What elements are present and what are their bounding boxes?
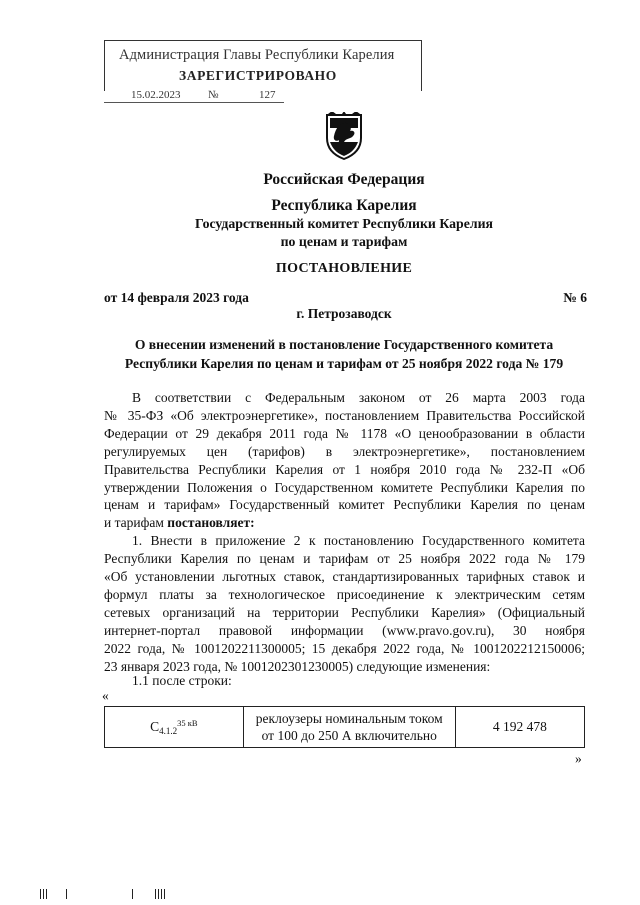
body-line: регулируемых цен (тарифов) в электроэнергетике», постановлением: [104, 443, 585, 459]
body-line: формул платы за технологическое присоединение к электрическим сетям: [104, 586, 585, 602]
description-line2: от 100 до 250 А включительно: [261, 728, 437, 743]
table-cell-value: 4 192 478: [455, 707, 584, 748]
body-line: «Об установлении льготных ставок, стандартизированных тарифных ставок и: [104, 569, 585, 585]
table-cell-description: [243, 707, 455, 748]
header-country: Российская Федерация: [263, 171, 425, 188]
body-line: Республики Карелия по ценам и тарифам от 25 ноября 2022 года № 179: [104, 551, 585, 567]
body-line: В соответствии с Федеральным законом от 26 марта 2003 года: [132, 390, 585, 405]
scan-mark: [161, 889, 162, 899]
doc-date: от 14 февраля 2023 года: [104, 290, 249, 305]
quote-close: »: [575, 751, 582, 766]
header-committee-line1: Государственный комитет Республики Карелия: [195, 216, 493, 231]
scan-mark: [155, 889, 156, 899]
stamp-registered: ЗАРЕГИСТРИРОВАНО: [179, 68, 337, 83]
code-superscript: 35 кВ: [177, 718, 198, 728]
stamp-number-label: №: [208, 89, 219, 101]
scan-mark: [158, 889, 159, 899]
stamp-authority: Администрация Главы Республики Карелия: [119, 47, 395, 63]
stamp-number: 127: [259, 89, 276, 101]
body-line: Федерации от 29 декабря 2011 года № 1178 «О ценообразовании в области: [104, 425, 585, 441]
scan-mark: [164, 889, 165, 899]
tariff-table: [104, 706, 585, 748]
body-line: № 35-ФЗ «Об электроэнергетике», постановлением Правительства Российской: [104, 407, 585, 423]
stamp-date: 15.02.2023: [131, 89, 181, 101]
stamp-underline: [104, 102, 284, 103]
doc-body: [104, 389, 585, 676]
scan-mark: [132, 889, 133, 899]
body-line: 1. Внести в приложение 2 к постановлению Государственного комитета: [132, 533, 585, 549]
table-cell-code: [105, 707, 244, 748]
sub-item: 1.1 после строки:: [132, 673, 232, 688]
doc-title: [100, 335, 588, 373]
body-line: ценам и тарифам» Государственный комитет Республики Карелия по ценам: [104, 497, 585, 513]
body-line: 2022 года, № 1001202211300005; 15 декабря 2022 года, № 1001202212150006;: [104, 640, 585, 656]
scan-mark: [43, 889, 44, 899]
coat-of-arms-karelia-icon: [324, 112, 364, 160]
header-committee-line2: по ценам и тарифам: [280, 234, 408, 249]
scan-mark: [40, 889, 41, 899]
body-line: [104, 514, 585, 532]
scan-mark: [46, 889, 47, 899]
body-text: и тарифам: [104, 515, 168, 531]
doc-title-line1: О внесении изменений в постановление Государственного комитета: [134, 337, 554, 352]
doc-type: ПОСТАНОВЛЕНИЕ: [275, 261, 413, 276]
code-base: C: [150, 719, 160, 734]
doc-number: № 6: [563, 290, 587, 305]
body-line: утверждении Положения о Государственном комитете Республики Карелия по: [104, 479, 585, 495]
table-row: [105, 707, 585, 748]
body-line: сетевых организаций на территории Республики Карелия» (Официальный: [104, 604, 585, 620]
header-republic: Республика Карелия: [271, 197, 417, 214]
scan-mark: [66, 889, 67, 899]
registration-stamp: [104, 40, 422, 91]
quote-open: «: [102, 688, 109, 703]
doc-title-line2: Республики Карелия по ценам и тарифам от 25 ноября 2022 года № 179: [124, 356, 564, 371]
body-line: Правительства Республики Карелия от 1 ноября 2010 года № 232-П «Об: [104, 461, 585, 477]
description-line1: реклоузеры номинальным током: [255, 711, 443, 726]
body-line: интернет-портал правовой информации (www.pravo.gov.ru), 30 ноября: [104, 622, 585, 638]
body-keyword-resolves: постановляет:: [167, 515, 255, 531]
doc-city: г. Петрозаводск: [296, 306, 392, 321]
code-subscript: 4.1.2: [159, 726, 178, 736]
body-line: 23 января 2023 года, № 1001202301230005) следующие изменения:: [104, 658, 491, 674]
